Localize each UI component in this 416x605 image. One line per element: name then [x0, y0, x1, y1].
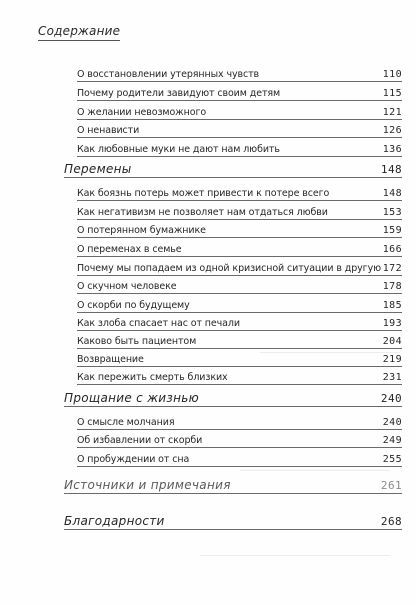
toc-entry[interactable] — [77, 314, 402, 331]
toc-section-heading[interactable] — [64, 158, 402, 178]
toc-entry-title: О смысле молчания — [77, 417, 175, 428]
toc-entry[interactable] — [77, 259, 402, 276]
toc-section-title: Прощание с жизнью — [64, 391, 200, 405]
toc-section-page: 261 — [380, 479, 402, 492]
toc-entry-page: 193 — [382, 318, 402, 329]
toc-entry-page: 204 — [382, 336, 402, 347]
toc-entry-page: 136 — [382, 144, 402, 155]
toc-section-title: Благодарности — [64, 514, 165, 528]
toc-entry-title: О восстановлении утерянных чувств — [77, 69, 260, 80]
toc-entry[interactable] — [77, 240, 402, 257]
toc-entry-title: О потерянном бумажнике — [77, 225, 206, 236]
toc-entry[interactable] — [77, 431, 402, 448]
toc-entry-page: 185 — [382, 300, 402, 311]
toc-entry[interactable] — [77, 350, 402, 367]
toc-entry-title: О скучном человеке — [77, 281, 177, 292]
toc-entry-page: 255 — [382, 454, 402, 465]
show-through-line — [200, 555, 390, 556]
toc-entry[interactable] — [77, 84, 402, 101]
toc-entry-title: Почему родители завидуют своим детям — [77, 88, 281, 99]
toc-entry-page: 121 — [382, 107, 402, 118]
toc-entry-title: О пробуждении от сна — [77, 454, 190, 465]
toc-entry-title: О скорби по будущему — [77, 300, 190, 311]
toc-entry-title: О переменах в семье — [77, 244, 182, 255]
toc-entry[interactable] — [77, 277, 402, 294]
toc-entry-page: 126 — [382, 125, 402, 136]
toc-entry[interactable] — [77, 184, 402, 201]
show-through-line — [240, 470, 390, 471]
toc-section-title: Перемены — [64, 162, 132, 176]
toc-entry-title: Как злоба спасает нас от печали — [77, 318, 240, 329]
toc-entry-page: 231 — [382, 372, 402, 383]
toc-entry-page: 110 — [382, 69, 402, 80]
toc-entry[interactable] — [77, 413, 402, 430]
toc-entry-page: 148 — [382, 188, 402, 199]
toc-entry-page: 159 — [382, 225, 402, 236]
toc-section-heading[interactable] — [64, 474, 402, 494]
toc-entry[interactable] — [77, 65, 402, 82]
toc-entry-page: 172 — [382, 263, 402, 274]
toc-section-page: 268 — [380, 515, 402, 528]
toc-entry[interactable] — [77, 450, 402, 467]
toc-entry-title: О желании невозможного — [77, 107, 207, 118]
toc-entry-title: Как любовные муки не дают нам любить — [77, 144, 280, 155]
toc-entry-page: 166 — [382, 244, 402, 255]
toc-entry-page: 115 — [382, 88, 402, 99]
toc-entry-page: 249 — [382, 435, 402, 446]
toc-section-heading[interactable] — [64, 387, 402, 407]
toc-entry-title: Как боязнь потерь может привести к потере всего — [77, 188, 330, 199]
toc-entry-title: Как пережить смерть близких — [77, 372, 228, 383]
toc-entry-title: Об избавлении от скорби — [77, 435, 203, 446]
toc-entry-page: 219 — [382, 354, 402, 365]
toc-entry[interactable] — [77, 140, 402, 157]
toc-entry[interactable] — [77, 368, 402, 385]
toc-entry[interactable] — [77, 296, 402, 313]
toc-entry[interactable] — [77, 221, 402, 238]
toc-section-title: Источники и примечания — [64, 478, 231, 492]
toc-entry-page: 178 — [382, 281, 402, 292]
toc-section-heading[interactable] — [64, 510, 402, 530]
toc-entry-title: Почему мы попадаем из одной кризисной ситуации в другую — [77, 263, 381, 274]
toc-section-page: 148 — [380, 163, 402, 176]
toc-entry[interactable] — [77, 203, 402, 220]
toc-entry-title: О ненависти — [77, 125, 140, 136]
toc-entry-page: 153 — [382, 207, 402, 218]
toc-entry-title: Возвращение — [77, 354, 144, 365]
toc-entry[interactable] — [77, 332, 402, 349]
toc-entry[interactable] — [77, 103, 402, 120]
toc-entry[interactable] — [77, 121, 402, 138]
toc-entry-title: Каково быть пациентом — [77, 336, 197, 347]
toc-section-page: 240 — [380, 392, 402, 405]
running-head: Содержание — [38, 24, 120, 41]
toc-entry-page: 240 — [382, 417, 402, 428]
toc-entry-title: Как негативизм не позволяет нам отдаться любви — [77, 207, 328, 218]
